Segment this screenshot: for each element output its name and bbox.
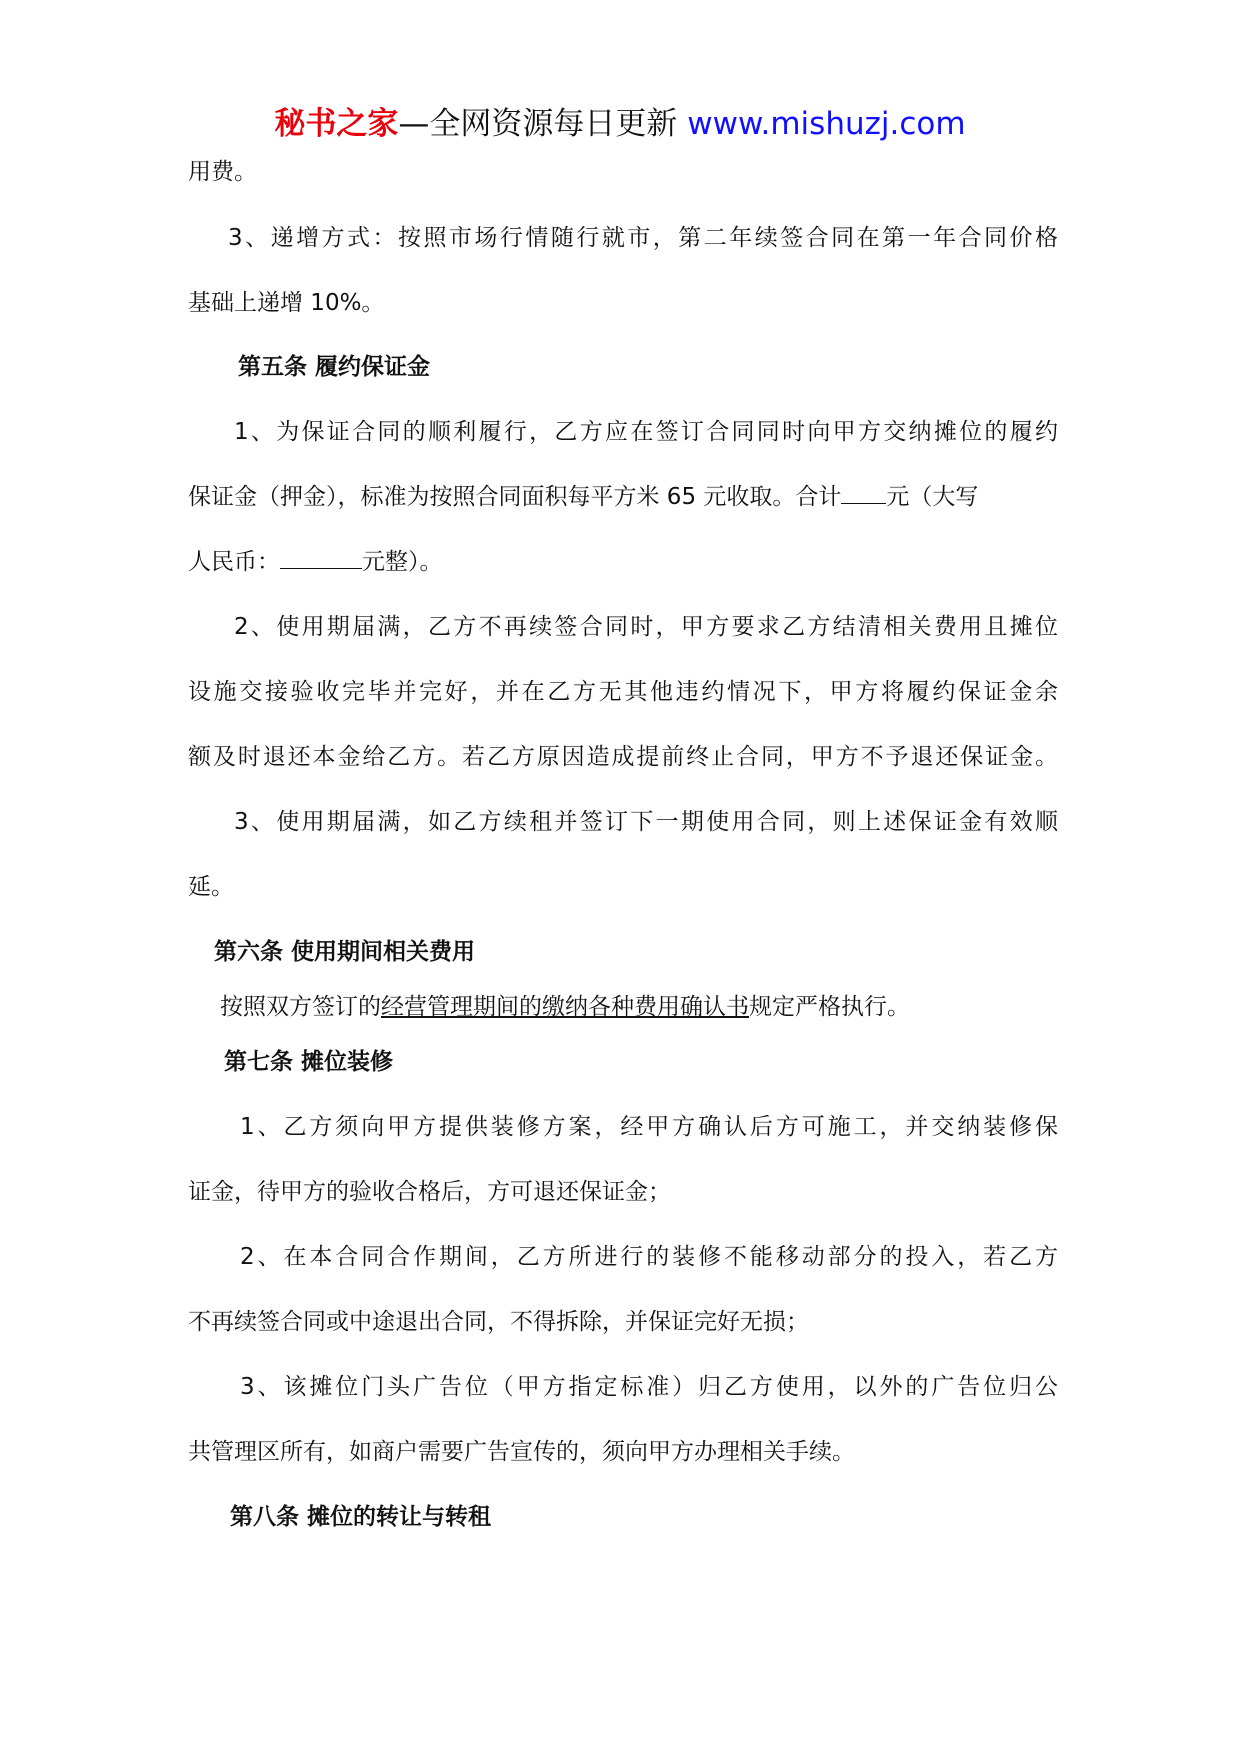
paragraph-line bbox=[188, 545, 443, 579]
paragraph-line: 设施交接验收完毕并完好，并在乙方无其他违约情况下，甲方将履约保证金余 bbox=[188, 679, 1058, 705]
amount-in-words-blank bbox=[280, 546, 362, 569]
brand-name: 秘书之家 bbox=[274, 106, 399, 142]
paragraph-line bbox=[220, 990, 910, 1024]
paragraph-text: 按照双方签订的 bbox=[220, 994, 381, 1020]
paragraph-line: 不再续签合同或中途退出合同，不得拆除，并保证完好无损； bbox=[188, 1309, 809, 1335]
paragraph-line: 延。 bbox=[188, 874, 234, 900]
underlined-document-reference: 经营管理期间的缴纳各种费用确认书 bbox=[381, 994, 749, 1020]
section-heading-8: 第八条 摊位的转让与转租 bbox=[230, 1504, 492, 1530]
paragraph-text: 元整）。 bbox=[362, 549, 443, 575]
paragraph-text: 保证金（押金），标准为按照合同面积每平方米 65 元收取。合计 bbox=[188, 484, 842, 510]
website-link[interactable]: www.mishuzj.com bbox=[687, 106, 966, 142]
paragraph-text: 元（大写 bbox=[886, 484, 979, 510]
paragraph-line bbox=[188, 480, 978, 514]
paragraph-line: 3、该摊位门头广告位（甲方指定标准）归乙方使用，以外的广告位归公 bbox=[240, 1374, 1058, 1400]
paragraph-line: 1、为保证合同的顺利履行，乙方应在签订合同同时向甲方交纳摊位的履约 bbox=[234, 419, 1058, 445]
section-heading-6: 第六条 使用期间相关费用 bbox=[214, 939, 476, 965]
paragraph-line: 1、乙方须向甲方提供装修方案，经甲方确认后方可施工，并交纳装修保 bbox=[240, 1114, 1058, 1140]
paragraph-line: 3、使用期届满，如乙方续租并签订下一期使用合同，则上述保证金有效顺 bbox=[234, 809, 1058, 835]
page-header bbox=[0, 100, 1240, 148]
header-tagline: —全网资源每日更新 bbox=[398, 106, 678, 142]
paragraph-line: 2、在本合同合作期间，乙方所进行的装修不能移动部分的投入，若乙方 bbox=[240, 1244, 1058, 1270]
paragraph-line: 用费。 bbox=[188, 159, 257, 185]
paragraph-line: 额及时退还本金给乙方。若乙方原因造成提前终止合同，甲方不予退还保证金。 bbox=[188, 744, 1058, 770]
paragraph-text: 人民币： bbox=[188, 549, 280, 575]
paragraph-line: 证金，待甲方的验收合格后，方可退还保证金； bbox=[188, 1179, 671, 1205]
paragraph-text: 规定严格执行。 bbox=[749, 994, 910, 1020]
amount-blank bbox=[841, 481, 886, 504]
section-heading-7: 第七条 摊位装修 bbox=[224, 1049, 394, 1075]
section-heading-5: 第五条 履约保证金 bbox=[238, 354, 431, 380]
paragraph-line: 3、递增方式：按照市场行情随行就市，第二年续签合同在第一年合同价格 bbox=[228, 225, 1058, 251]
paragraph-line: 基础上递增 10%。 bbox=[188, 290, 385, 316]
paragraph-line: 共管理区所有，如商户需要广告宣传的，须向甲方办理相关手续。 bbox=[188, 1439, 855, 1465]
paragraph-line: 2、使用期届满，乙方不再续签合同时，甲方要求乙方结清相关费用且摊位 bbox=[234, 614, 1058, 640]
